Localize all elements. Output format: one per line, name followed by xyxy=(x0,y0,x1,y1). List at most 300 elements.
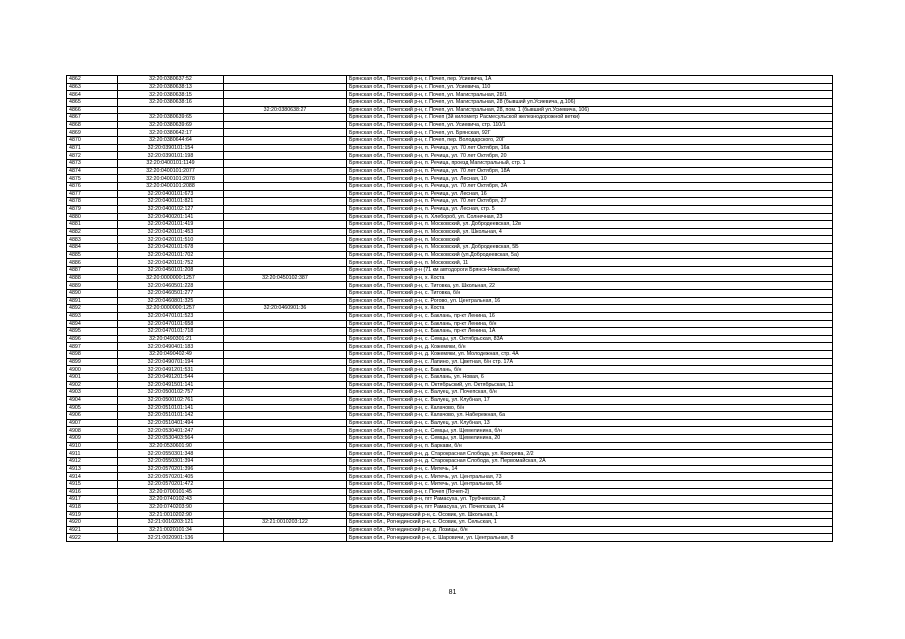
address-cell: Брянская обл., Почепский р-н, с. Баклань, ул. Новая, 6 xyxy=(347,373,833,381)
row-number-cell: 4900 xyxy=(67,366,118,374)
row-number-cell: 4887 xyxy=(67,267,118,275)
parent-cadastral-number-cell xyxy=(224,435,347,443)
cadastral-number-cell: 32:20:0380642:17 xyxy=(118,129,224,137)
row-number-cell: 4908 xyxy=(67,427,118,435)
parent-cadastral-number-cell xyxy=(224,503,347,511)
table-row xyxy=(67,198,833,206)
cadastral-number-cell: 32:20:0420101:678 xyxy=(118,244,224,252)
parent-cadastral-number-cell xyxy=(224,534,347,542)
address-cell: Брянская обл., Почепский р-н, п. Баркави, б/н xyxy=(347,442,833,450)
row-number-cell: 4863 xyxy=(67,83,118,91)
parent-cadastral-number-cell xyxy=(224,144,347,152)
row-number-cell: 4901 xyxy=(67,373,118,381)
table-row xyxy=(67,182,833,190)
parent-cadastral-number-cell xyxy=(224,259,347,267)
table-row xyxy=(67,190,833,198)
address-cell: Брянская обл., Почепский р-н, п. Октябрьский, ул. Октябрьская, 11 xyxy=(347,381,833,389)
row-number-cell: 4866 xyxy=(67,106,118,114)
cadastral-number-cell: 32:21:0020901:136 xyxy=(118,534,224,542)
table-row xyxy=(67,427,833,435)
address-cell: Брянская обл., Почепский р-н, д. Старокрасная Слобода, ул. Кокорева, 2/2 xyxy=(347,450,833,458)
table-row xyxy=(67,175,833,183)
address-cell: Брянская обл., Почепский р-н, п. Речица, ул. Лесная, 16 xyxy=(347,190,833,198)
address-cell: Брянская обл., Почепский р-н, п. Речица, ул. 70 лет Октября, 16а xyxy=(347,144,833,152)
cadastral-number-cell: 32:20:0500102:757 xyxy=(118,389,224,397)
parent-cadastral-number-cell xyxy=(224,366,347,374)
row-number-cell: 4875 xyxy=(67,175,118,183)
address-cell: Брянская обл., Почепский р-н, с. Рогово, ул. Центральная, 16 xyxy=(347,297,833,305)
cadastral-number-cell: 32:21:0020101:34 xyxy=(118,526,224,534)
table-row xyxy=(67,320,833,328)
row-number-cell: 4871 xyxy=(67,144,118,152)
table-row xyxy=(67,106,833,114)
table-row xyxy=(67,251,833,259)
cadastral-number-cell: 32:20:0420101:702 xyxy=(118,251,224,259)
parent-cadastral-number-cell xyxy=(224,320,347,328)
cadastral-number-cell: 32:20:0400101:2078 xyxy=(118,175,224,183)
table-row xyxy=(67,228,833,236)
row-number-cell: 4862 xyxy=(67,76,118,84)
table-row xyxy=(67,389,833,397)
address-cell: Брянская обл., Почепский р-н, с. Баклань, пр-кт Ленина, 16 xyxy=(347,312,833,320)
parent-cadastral-number-cell xyxy=(224,167,347,175)
parent-cadastral-number-cell xyxy=(224,129,347,137)
row-number-cell: 4913 xyxy=(67,465,118,473)
parent-cadastral-number-cell xyxy=(224,496,347,504)
parent-cadastral-number-cell xyxy=(224,91,347,99)
cadastral-number-cell: 32:20:0490701:194 xyxy=(118,358,224,366)
parent-cadastral-number-cell xyxy=(224,381,347,389)
cadastral-number-cell: 32:20:0380639:65 xyxy=(118,114,224,122)
cadastral-number-cell: 32:20:0420101:510 xyxy=(118,236,224,244)
parent-cadastral-number-cell xyxy=(224,526,347,534)
cadastral-number-cell: 32:20:0490301:21 xyxy=(118,335,224,343)
address-cell: Брянская обл., Почепский р-н, п. Московский, ул. Школьная, 4 xyxy=(347,228,833,236)
parent-cadastral-number-cell xyxy=(224,312,347,320)
cadastral-number-cell: 32:20:0000000:1257 xyxy=(118,274,224,282)
table-row xyxy=(67,366,833,374)
address-cell: Брянская обл., Почепский р-н, с. Митечь, ул. Центральная, 73 xyxy=(347,473,833,481)
parent-cadastral-number-cell xyxy=(224,182,347,190)
address-cell: Брянская обл., Почепский р-н, д. Кожемяки, б/н xyxy=(347,343,833,351)
parent-cadastral-number-cell xyxy=(224,458,347,466)
address-cell: Брянская обл., Рогнединский р-н, с. Осовик, ул. Школьная, 1 xyxy=(347,511,833,519)
row-number-cell: 4920 xyxy=(67,519,118,527)
parent-cadastral-number-cell xyxy=(224,267,347,275)
address-cell: Брянская обл., Рогнединский р-н, с. Шаровичи, ул. Центральная, 8 xyxy=(347,534,833,542)
address-cell: Брянская обл., Почепский р-н, п. Речица, проезд Магистральный, стр. 1 xyxy=(347,160,833,168)
table-row xyxy=(67,267,833,275)
table-row xyxy=(67,404,833,412)
cadastral-number-cell xyxy=(118,106,224,114)
address-cell: Брянская обл., Почепский р-н, г. Почеп, ул. Усиевича, 110 xyxy=(347,83,833,91)
address-cell: Брянская обл., Почепский р-н, г. Почеп, ул. Усиевича, стр. 110/1 xyxy=(347,121,833,129)
table-row xyxy=(67,98,833,106)
table-row xyxy=(67,160,833,168)
cadastral-number-cell: 32:20:0491201:531 xyxy=(118,366,224,374)
row-number-cell: 4904 xyxy=(67,396,118,404)
parent-cadastral-number-cell xyxy=(224,511,347,519)
address-cell: Брянская обл., Почепский р-н, п. Московский, ул. Добродеевская, 5Б xyxy=(347,244,833,252)
address-cell: Брянская обл., Почепский р-н, д. Старокрасная Слобода, ул. Первомайская, 2А xyxy=(347,458,833,466)
table-row xyxy=(67,274,833,282)
address-cell: Брянская обл., Почепский р-н, х. Коста xyxy=(347,274,833,282)
row-number-cell: 4872 xyxy=(67,152,118,160)
cadastral-number-cell: 32:20:0390101:154 xyxy=(118,144,224,152)
table-row xyxy=(67,496,833,504)
table-row xyxy=(67,473,833,481)
address-cell: Брянская обл., Почепский р-н, с. Семцы, ул. Октябрьская, 83А xyxy=(347,335,833,343)
address-cell: Брянская обл., Почепский р-н, п. Речица, ул. Лесная, 10 xyxy=(347,175,833,183)
cadastral-number-cell: 32:20:0530403:564 xyxy=(118,435,224,443)
row-number-cell: 4907 xyxy=(67,419,118,427)
address-cell: Брянская обл., Почепский р-н, г. Почеп (Почеп-2) xyxy=(347,488,833,496)
row-number-cell: 4876 xyxy=(67,182,118,190)
row-number-cell: 4911 xyxy=(67,450,118,458)
address-cell: Брянская обл., Почепский р-н (71 км автодороги Брянск-Новозыбков) xyxy=(347,267,833,275)
row-number-cell: 4895 xyxy=(67,328,118,336)
page-number: 81 xyxy=(448,589,457,596)
table-row xyxy=(67,419,833,427)
parent-cadastral-number-cell xyxy=(224,83,347,91)
address-cell: Брянская обл., Почепский р-н, х. Коста xyxy=(347,305,833,313)
row-number-cell: 4914 xyxy=(67,473,118,481)
address-cell: Брянская обл., Почепский р-н, с. Титовка, ул. Школьная, 22 xyxy=(347,282,833,290)
parent-cadastral-number-cell xyxy=(224,98,347,106)
table-row xyxy=(67,488,833,496)
cadastral-number-cell: 32:20:0470101:658 xyxy=(118,320,224,328)
row-number-cell: 4877 xyxy=(67,190,118,198)
parent-cadastral-number-cell xyxy=(224,412,347,420)
table-row xyxy=(67,465,833,473)
row-number-cell: 4897 xyxy=(67,343,118,351)
table-row xyxy=(67,259,833,267)
cadastral-number-cell: 32:20:0470101:523 xyxy=(118,312,224,320)
table-row xyxy=(67,335,833,343)
table-row xyxy=(67,450,833,458)
row-number-cell: 4888 xyxy=(67,274,118,282)
row-number-cell: 4873 xyxy=(67,160,118,168)
address-cell: Брянская обл., Почепский р-н, п. Речица, ул. 70 лет Октября, 20 xyxy=(347,152,833,160)
table-row xyxy=(67,83,833,91)
row-number-cell: 4919 xyxy=(67,511,118,519)
row-number-cell: 4922 xyxy=(67,534,118,542)
cadastral-number-cell: 32:20:0380637:52 xyxy=(118,76,224,84)
row-number-cell: 4903 xyxy=(67,389,118,397)
row-number-cell: 4896 xyxy=(67,335,118,343)
row-number-cell: 4902 xyxy=(67,381,118,389)
parent-cadastral-number-cell xyxy=(224,442,347,450)
address-cell: Брянская обл., Почепский р-н, г. Почеп, пер. Володарского, 20Г xyxy=(347,137,833,145)
address-cell: Брянская обл., Почепский р-н, с. Баклань, пр-кт Ленина, 1А xyxy=(347,328,833,336)
cadastral-number-cell: 32:20:0420101:419 xyxy=(118,221,224,229)
table-row xyxy=(67,358,833,366)
parent-cadastral-number-cell xyxy=(224,190,347,198)
table-row xyxy=(67,167,833,175)
parent-cadastral-number-cell xyxy=(224,160,347,168)
cadastral-number-cell: 32:20:0380639:69 xyxy=(118,121,224,129)
table-row xyxy=(67,137,833,145)
address-cell: Брянская обл., Почепский р-н, с. Валуец, ул. Клубная, 17 xyxy=(347,396,833,404)
table-row xyxy=(67,297,833,305)
table-row xyxy=(67,511,833,519)
address-cell: Брянская обл., Почепский р-н, с. Валуец, ул. Клубная, 13 xyxy=(347,419,833,427)
cadastral-number-cell: 32:20:0510401:494 xyxy=(118,419,224,427)
parent-cadastral-number-cell xyxy=(224,213,347,221)
table-row xyxy=(67,244,833,252)
address-cell: Брянская обл., Почепский р-н, п. Московский, 11 xyxy=(347,259,833,267)
table-row xyxy=(67,152,833,160)
address-cell: Брянская обл., Почепский р-н, с. Баклань, б/н xyxy=(347,366,833,374)
cadastral-number-cell: 32:20:0510101:142 xyxy=(118,412,224,420)
parent-cadastral-number-cell xyxy=(224,175,347,183)
row-number-cell: 4898 xyxy=(67,351,118,359)
row-number-cell: 4868 xyxy=(67,121,118,129)
cadastral-number-cell: 32:20:0510101:141 xyxy=(118,404,224,412)
parent-cadastral-number-cell xyxy=(224,328,347,336)
address-cell: Брянская обл., Почепский р-н, с. Валуец, ул. Почепская, б/н xyxy=(347,389,833,397)
address-cell: Брянская обл., Почепский р-н, д. Кожемяки, ул. Молодежная, стр. 4А xyxy=(347,351,833,359)
cadastral-number-cell: 32:20:0740102:43 xyxy=(118,496,224,504)
cadastral-number-cell: 32:20:0420101:752 xyxy=(118,259,224,267)
parent-cadastral-number-cell: 32:20:0380638:27 xyxy=(224,106,347,114)
row-number-cell: 4882 xyxy=(67,228,118,236)
table-row xyxy=(67,289,833,297)
cadastral-number-cell: 32:20:0491201:544 xyxy=(118,373,224,381)
parent-cadastral-number-cell xyxy=(224,289,347,297)
parent-cadastral-number-cell xyxy=(224,373,347,381)
table-row xyxy=(67,396,833,404)
cadastral-number-cell: 32:20:0390101:198 xyxy=(118,152,224,160)
parent-cadastral-number-cell xyxy=(224,205,347,213)
parent-cadastral-number-cell xyxy=(224,76,347,84)
row-number-cell: 4880 xyxy=(67,213,118,221)
table-row xyxy=(67,534,833,542)
cadastral-number-cell: 32:20:0400102:127 xyxy=(118,205,224,213)
parent-cadastral-number-cell: 32:21:0010203:122 xyxy=(224,519,347,527)
row-number-cell: 4889 xyxy=(67,282,118,290)
cadastral-number-cell: 32:20:0500102:761 xyxy=(118,396,224,404)
row-number-cell: 4864 xyxy=(67,91,118,99)
parent-cadastral-number-cell xyxy=(224,404,347,412)
address-cell: Брянская обл., Рогнединский р-н, д. Лозицы, б/н xyxy=(347,526,833,534)
address-cell: Брянская обл., Почепский р-н, п. Речица, ул. Лесная, стр. 5 xyxy=(347,205,833,213)
table-row xyxy=(67,236,833,244)
row-number-cell: 4921 xyxy=(67,526,118,534)
cadastral-number-cell: 32:21:0010203:121 xyxy=(118,519,224,527)
cadastral-number-cell: 32:20:0460801:325 xyxy=(118,297,224,305)
cadastral-number-cell: 32:20:0570201:396 xyxy=(118,465,224,473)
row-number-cell: 4899 xyxy=(67,358,118,366)
row-number-cell: 4885 xyxy=(67,251,118,259)
cadastral-number-cell: 32:20:0460501:228 xyxy=(118,282,224,290)
address-cell: Брянская обл., Почепский р-н, с. Семцы, ул. Щемелинина, б/н xyxy=(347,427,833,435)
cadastral-number-cell: 32:20:0400101:2088 xyxy=(118,182,224,190)
cadastral-number-cell: 32:20:0700101:45 xyxy=(118,488,224,496)
cadastral-number-cell: 32:20:0400101:821 xyxy=(118,198,224,206)
table-row xyxy=(67,480,833,488)
address-cell: Брянская обл., Почепский р-н, с. Баклань, пр-кт Ленина, б/н xyxy=(347,320,833,328)
address-cell: Брянская обл., Почепский р-н, с. Митечь, ул. Центральная, 56 xyxy=(347,480,833,488)
cadastral-number-cell: 32:20:0000000:1257 xyxy=(118,305,224,313)
table-row xyxy=(67,526,833,534)
row-number-cell: 4918 xyxy=(67,503,118,511)
address-cell: Брянская обл., Почепский р-н, п. Хлебороб, ул. Солнечная, 23 xyxy=(347,213,833,221)
cadastral-number-cell: 32:20:0460501:277 xyxy=(118,289,224,297)
row-number-cell: 4865 xyxy=(67,98,118,106)
row-number-cell: 4915 xyxy=(67,480,118,488)
cadastral-number-cell: 32:20:0380638:16 xyxy=(118,98,224,106)
parent-cadastral-number-cell xyxy=(224,121,347,129)
cadastral-number-cell: 32:20:0400101:673 xyxy=(118,190,224,198)
cadastral-number-cell: 32:20:0380638:13 xyxy=(118,83,224,91)
row-number-cell: 4890 xyxy=(67,289,118,297)
address-cell: Брянская обл., Почепский р-н, с. Калачово, б/н xyxy=(347,404,833,412)
address-cell: Брянская обл., Почепский р-н, г. Почеп, ул. Магистральная, 28, пом. 1 (бывший ул.Усиевича, 106) xyxy=(347,106,833,114)
table-row xyxy=(67,442,833,450)
registry-table xyxy=(66,75,833,542)
address-cell: Брянская обл., Почепский р-н, г. Почеп (3й километр Расмесульской железнодорожной ветки) xyxy=(347,114,833,122)
address-cell: Брянская обл., Почепский р-н, пгт Рамасуха, ул. Трубчевская, 2 xyxy=(347,496,833,504)
cadastral-number-cell: 32:20:0550301:348 xyxy=(118,450,224,458)
parent-cadastral-number-cell xyxy=(224,351,347,359)
cadastral-number-cell: 32:20:0530601:90 xyxy=(118,442,224,450)
parent-cadastral-number-cell xyxy=(224,152,347,160)
row-number-cell: 4905 xyxy=(67,404,118,412)
row-number-cell: 4891 xyxy=(67,297,118,305)
row-number-cell: 4910 xyxy=(67,442,118,450)
parent-cadastral-number-cell xyxy=(224,297,347,305)
table-row xyxy=(67,328,833,336)
row-number-cell: 4881 xyxy=(67,221,118,229)
address-cell: Брянская обл., Почепский р-н, п. Речица, ул. 70 лет Октября, 27 xyxy=(347,198,833,206)
cadastral-number-cell: 32:20:0420101:453 xyxy=(118,228,224,236)
parent-cadastral-number-cell xyxy=(224,228,347,236)
table-row xyxy=(67,351,833,359)
cadastral-number-cell: 32:20:0550301:394 xyxy=(118,458,224,466)
address-cell: Брянская обл., Почепский р-н, с. Лапино, ул. Цветная, б/н стр. 17А xyxy=(347,358,833,366)
row-number-cell: 4906 xyxy=(67,412,118,420)
table-row xyxy=(67,282,833,290)
cadastral-number-cell: 32:20:0450101:208 xyxy=(118,267,224,275)
cadastral-number-cell: 32:21:0010202:90 xyxy=(118,511,224,519)
cadastral-number-cell: 32:20:0570201:405 xyxy=(118,473,224,481)
address-cell: Брянская обл., Почепский р-н, п. Речица, ул. 70 лет Октября, 18А xyxy=(347,167,833,175)
address-cell: Брянская обл., Почепский р-н, пгт Рамасуха, ул. Почепская, 14 xyxy=(347,503,833,511)
table-row xyxy=(67,121,833,129)
address-cell: Брянская обл., Почепский р-н, г. Почеп, пер. Усиевича, 1А xyxy=(347,76,833,84)
table-row xyxy=(67,343,833,351)
parent-cadastral-number-cell xyxy=(224,465,347,473)
address-cell: Брянская обл., Почепский р-н, с. Митечь, 14 xyxy=(347,465,833,473)
table-row xyxy=(67,76,833,84)
registry-table-body xyxy=(67,76,833,542)
row-number-cell: 4870 xyxy=(67,137,118,145)
table-row xyxy=(67,503,833,511)
cadastral-number-cell: 32:20:0740203:90 xyxy=(118,503,224,511)
address-cell: Брянская обл., Рогнединский р-н, с. Осовик, ул. Сельская, 1 xyxy=(347,519,833,527)
cadastral-number-cell: 32:20:0490401:183 xyxy=(118,343,224,351)
address-cell: Брянская обл., Почепский р-н, с. Титовка, б/н xyxy=(347,289,833,297)
parent-cadastral-number-cell xyxy=(224,389,347,397)
row-number-cell: 4909 xyxy=(67,435,118,443)
parent-cadastral-number-cell xyxy=(224,358,347,366)
parent-cadastral-number-cell xyxy=(224,427,347,435)
row-number-cell: 4884 xyxy=(67,244,118,252)
row-number-cell: 4892 xyxy=(67,305,118,313)
parent-cadastral-number-cell xyxy=(224,198,347,206)
parent-cadastral-number-cell xyxy=(224,396,347,404)
cadastral-number-cell: 32:20:0400201:141 xyxy=(118,213,224,221)
row-number-cell: 4917 xyxy=(67,496,118,504)
row-number-cell: 4893 xyxy=(67,312,118,320)
row-number-cell: 4912 xyxy=(67,458,118,466)
table-row xyxy=(67,221,833,229)
table-row xyxy=(67,91,833,99)
address-cell: Брянская обл., Почепский р-н, с. Калачово, ул. Набережная, 6а xyxy=(347,412,833,420)
parent-cadastral-number-cell xyxy=(224,343,347,351)
row-number-cell: 4874 xyxy=(67,167,118,175)
table-row xyxy=(67,458,833,466)
row-number-cell: 4867 xyxy=(67,114,118,122)
table-row xyxy=(67,144,833,152)
row-number-cell: 4883 xyxy=(67,236,118,244)
row-number-cell: 4886 xyxy=(67,259,118,267)
table-row xyxy=(67,519,833,527)
address-cell: Брянская обл., Почепский р-н, п. Московский xyxy=(347,236,833,244)
parent-cadastral-number-cell xyxy=(224,419,347,427)
parent-cadastral-number-cell xyxy=(224,236,347,244)
cadastral-number-cell: 32:20:0490402:49 xyxy=(118,351,224,359)
cadastral-number-cell: 32:20:0400101:1149 xyxy=(118,160,224,168)
table-row xyxy=(67,373,833,381)
parent-cadastral-number-cell xyxy=(224,137,347,145)
parent-cadastral-number-cell xyxy=(224,282,347,290)
cadastral-number-cell: 32:20:0380638:15 xyxy=(118,91,224,99)
parent-cadastral-number-cell xyxy=(224,473,347,481)
table-row xyxy=(67,205,833,213)
parent-cadastral-number-cell xyxy=(224,335,347,343)
address-cell: Брянская обл., Почепский р-н, г. Почеп, ул. Магистральная, 28 (бывший ул.Усиевича, д.106) xyxy=(347,98,833,106)
parent-cadastral-number-cell xyxy=(224,114,347,122)
table-row xyxy=(67,312,833,320)
table-row xyxy=(67,381,833,389)
parent-cadastral-number-cell xyxy=(224,488,347,496)
row-number-cell: 4894 xyxy=(67,320,118,328)
cadastral-number-cell: 32:20:0570201:472 xyxy=(118,480,224,488)
address-cell: Брянская обл., Почепский р-н, п. Московский, ул. Добродеевская, 12в xyxy=(347,221,833,229)
parent-cadastral-number-cell xyxy=(224,480,347,488)
cadastral-number-cell: 32:20:0380644:64 xyxy=(118,137,224,145)
table-row xyxy=(67,412,833,420)
table-row xyxy=(67,129,833,137)
parent-cadastral-number-cell: 32:20:0460901:36 xyxy=(224,305,347,313)
table-row xyxy=(67,213,833,221)
cadastral-number-cell: 32:20:0530401:247 xyxy=(118,427,224,435)
address-cell: Брянская обл., Почепский р-н, п. Московский (ул.Добродеевская, 5а) xyxy=(347,251,833,259)
parent-cadastral-number-cell xyxy=(224,251,347,259)
table-row xyxy=(67,305,833,313)
address-cell: Брянская обл., Почепский р-н, с. Семцы, ул. Щемелинина, 20 xyxy=(347,435,833,443)
table-row xyxy=(67,114,833,122)
address-cell: Брянская обл., Почепский р-н, г. Почеп, ул. Брянская, 92Г xyxy=(347,129,833,137)
address-cell: Брянская обл., Почепский р-н, г. Почеп, ул. Магистральная, 28/1 xyxy=(347,91,833,99)
cadastral-number-cell: 32:20:0400101:2077 xyxy=(118,167,224,175)
row-number-cell: 4879 xyxy=(67,205,118,213)
table-row xyxy=(67,435,833,443)
cadastral-number-cell: 32:20:0491501:141 xyxy=(118,381,224,389)
row-number-cell: 4869 xyxy=(67,129,118,137)
